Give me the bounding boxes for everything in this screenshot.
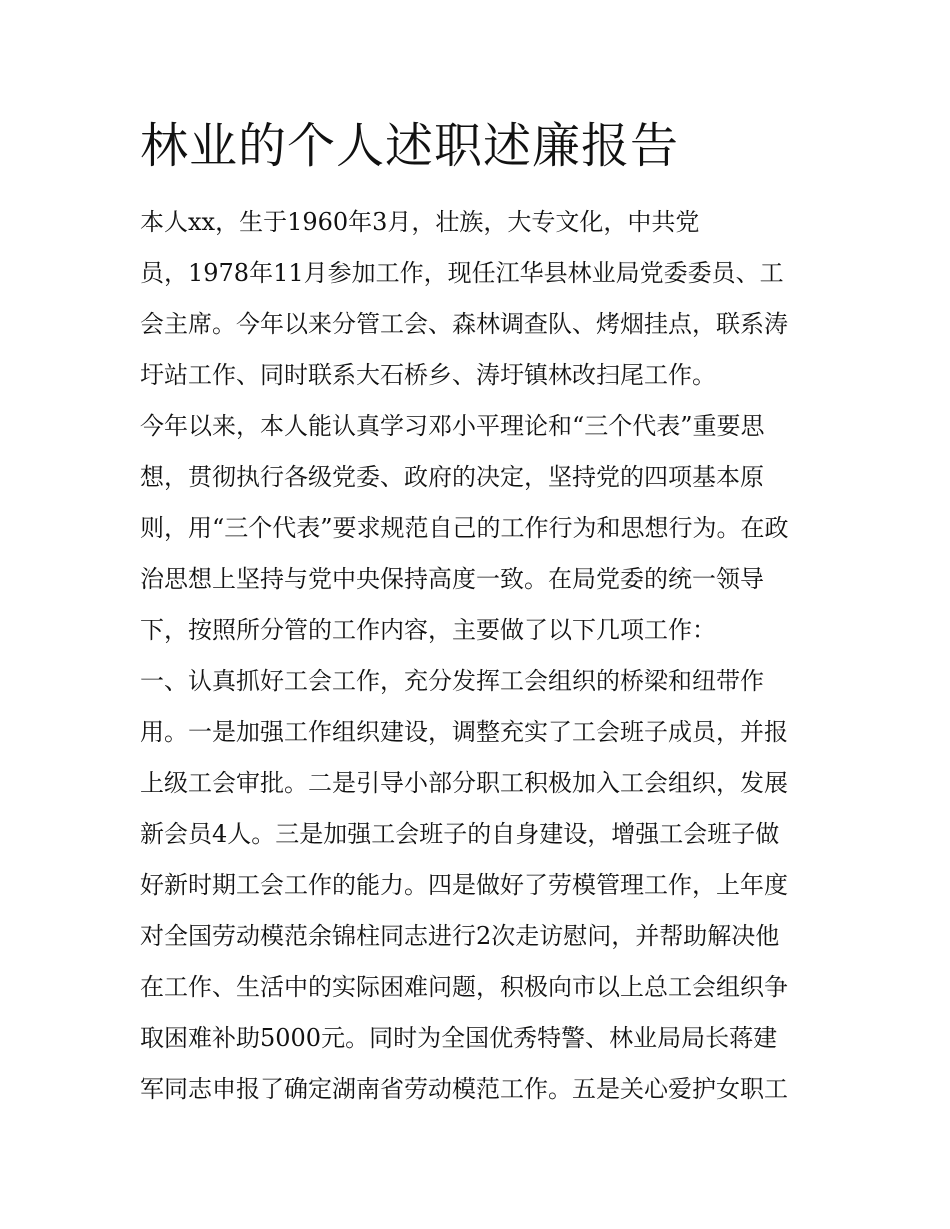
- body-line-2: 员，1978年11月参加工作，现任江华县林业局党委委员、工: [140, 259, 784, 287]
- body-line-6: 想，贯彻执行各级党委、政府的决定，坚持党的四项基本原: [140, 463, 764, 491]
- body-line-18: 军同志申报了确定湖南省劳动模范工作。五是关心爱护女职工: [140, 1075, 788, 1103]
- body-line-4: 圩站工作、同时联系大石桥乡、涛圩镇林改扫尾工作。: [140, 361, 716, 389]
- body-line-8: 治思想上坚持与党中央保持高度一致。在局党委的统一领导: [140, 565, 764, 593]
- body-line-3: 会主席。今年以来分管工会、森林调查队、烤烟挂点，联系涛: [140, 310, 788, 338]
- document-title: 林业的个人述职述廉报告: [140, 118, 680, 174]
- body-line-11: 用。一是加强工作组织建设，调整充实了工会班子成员，并报: [140, 718, 788, 746]
- body-line-5: 今年以来，本人能认真学习邓小平理论和“三个代表”重要思: [140, 412, 765, 440]
- body-line-1: 本人xx，生于1960年3月，壮族，大专文化，中共党: [140, 208, 700, 236]
- body-line-15: 对全国劳动模范余锦柱同志进行2次走访慰问，并帮助解决他: [140, 922, 780, 950]
- body-line-7: 则，用“三个代表”要求规范自己的工作行为和思想行为。在政: [140, 514, 789, 542]
- body-line-16: 在工作、生活中的实际困难问题，积极向市以上总工会组织争: [140, 973, 788, 1001]
- body-line-17: 取困难补助5000元。同时为全国优秀特警、林业局局长蒋建: [140, 1024, 778, 1052]
- body-line-14: 好新时期工会工作的能力。四是做好了劳模管理工作，上年度: [140, 871, 788, 899]
- body-line-13: 新会员4人。三是加强工会班子的自身建设，增强工会班子做: [140, 820, 780, 848]
- body-line-12: 上级工会审批。二是引导小部分职工积极加入工会组织，发展: [140, 769, 788, 797]
- body-line-10: 一、认真抓好工会工作，充分发挥工会组织的桥梁和纽带作: [140, 667, 764, 695]
- body-line-9: 下，按照所分管的工作内容，主要做了以下几项工作：: [140, 616, 716, 644]
